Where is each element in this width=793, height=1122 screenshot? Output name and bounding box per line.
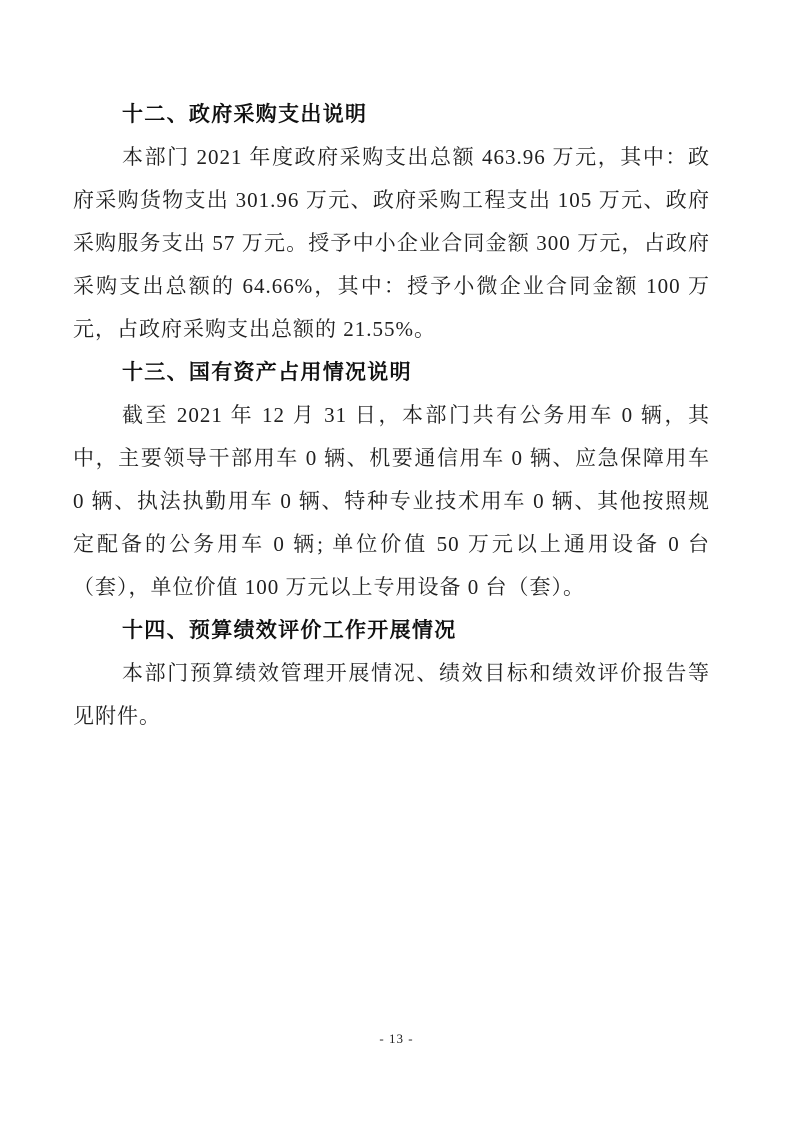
section-state-assets (73, 351, 710, 609)
section-paragraph-12: 本部门 2021 年度政府采购支出总额 463.96 万元，其中：政府采购货物支出 301.96 万元、政府采购工程支出 105 万元、政府采购服务支出 57 万元。授予中小企业合同金额 300 万元，占政府采购支出总额的 64.66%，其中：授予小微企业合同金额 100 万元，占政府采购支出总额的 21.55%。 (73, 145, 710, 341)
section-heading-12: 十二、政府采购支出说明 (122, 103, 368, 126)
section-paragraph-14: 本部门预算绩效管理开展情况、绩效目标和绩效评价报告等见附件。 (73, 661, 710, 728)
section-government-procurement (73, 93, 710, 351)
section-heading-13: 十三、国有资产占用情况说明 (122, 361, 412, 384)
page-number: - 13 - (379, 1031, 414, 1046)
section-paragraph-13: 截至 2021 年 12 月 31 日，本部门共有公务用车 0 辆，其中，主要领导干部用车 0 辆、机要通信用车 0 辆、应急保障用车 0 辆、执法执勤用车 0 辆、特种专业技术用车 0 辆、其他按照规定配备的公务用车 0 辆; 单位价值 50 万元以上通用设备 0 台（套），单位价值 100 万元以上专用设备 0 台（套）。 (73, 403, 710, 599)
section-budget-performance (73, 609, 710, 738)
section-heading-14: 十四、预算绩效评价工作开展情况 (122, 619, 457, 642)
document-content (73, 93, 710, 738)
